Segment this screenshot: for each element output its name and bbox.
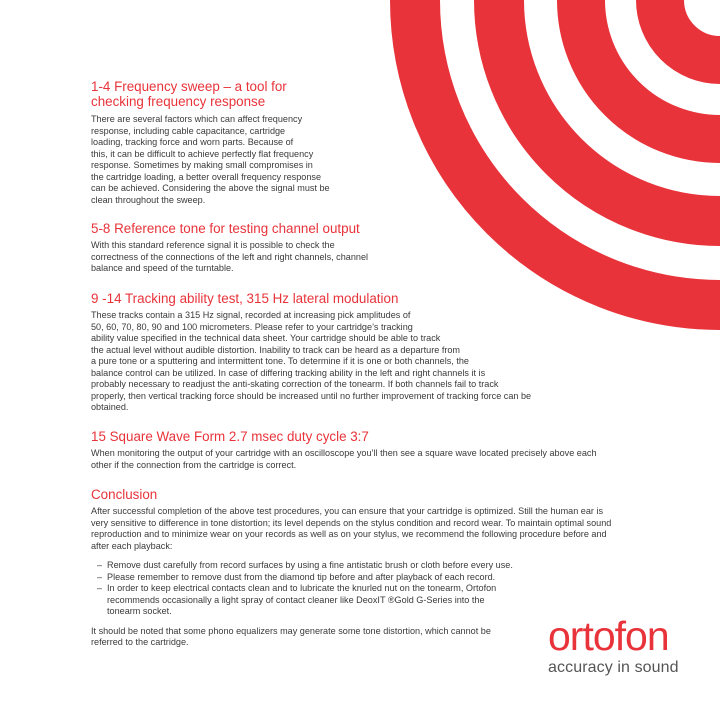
logo-wordmark: ortofon <box>548 613 669 659</box>
section-square-wave <box>91 429 651 471</box>
list-item: – Remove dust carefully from record surfaces by using a fine antistatic brush or cloth before every use. <box>97 560 513 570</box>
section-heading: 1-4 Frequency sweep – a tool for checking frequency response <box>91 79 287 109</box>
section-heading: Conclusion <box>91 487 158 502</box>
closing-note: It should be noted that some phono equalizers may generate some tone distortion, which cannot be referred to the cartridge. <box>91 625 491 647</box>
logo-tagline: accuracy in sound <box>548 659 679 676</box>
section-body: There are several factors which can affect frequency response, including cable capacitance, cartridge loading, tracking force and worn parts. Because of this, it can be difficult to achieve perfectly flat frequency response. Sometimes by making small compromises in the cartridge loading, a better overall frequency response can be achieved. Considering the above the signal must be clean throughout the sweep. <box>91 114 330 205</box>
section-heading: 5-8 Reference tone for testing channel output <box>91 221 360 236</box>
maintenance-list <box>91 560 651 618</box>
list-item: – Please remember to remove dust from the diamond tip before and after playback of each record. <box>97 571 496 582</box>
section-body: After successful completion of the above test procedures, you can ensure that your cartridge is optimized. Still the human ear is very sensitive to difference in tone distortion; its level depends on the stylus condition and record wear. To maintain optimal sound reproduction and to minimize wear on your records as well as on your stylus, we recommend the following procedure before and after each playback: <box>91 506 612 551</box>
arc-inner <box>660 0 720 60</box>
section-body: With this standard reference signal it is possible to check the correctness of the connections of the left and right channels, channel balance and speed of the turntable. <box>91 240 369 273</box>
section-tracking-ability <box>91 291 591 414</box>
section-body: When monitoring the output of your cartridge with an oscilloscope you’ll then see a square wave located precisely above each other if the connection from the cartridge is correct. <box>91 448 597 470</box>
ortofon-logo <box>548 613 679 677</box>
section-heading: 9 -14 Tracking ability test, 315 Hz lateral modulation <box>91 291 399 306</box>
section-heading: 15 Square Wave Form 2.7 msec duty cycle 3:7 <box>91 429 369 444</box>
section-body: These tracks contain a 315 Hz signal, recorded at increasing pick amplitudes of 50, 60, 70, 80, 90 and 100 micrometers. Please refer to your cartridge’s tracking ability value specified in the technical data sheet. Your cartridge should be able to track the actual level without audible distortion. Inability to track can be heard as a departure from a pure tone or a sputtering and intermittent tone. To determine if it is one or both channels, the balance control can be utilized. In case of differing tracking ability in the left and right channels it is probably necessary to readjust the anti-skating correction of the tonearm. If both channels fail to track properly, then vertical tracking force should be increased until no further improvement of tracking force can be obtained. <box>91 310 532 412</box>
section-frequency-sweep <box>91 79 411 206</box>
section-reference-tone <box>91 221 411 275</box>
list-item: – In order to keep electrical contacts clean and to lubricate the knurled nut on the tonearm, Ortofon recommends occasionally a light spray of contact cleaner like DeoxIT ®Gold G-Series into the tonearm socket. <box>97 583 497 616</box>
